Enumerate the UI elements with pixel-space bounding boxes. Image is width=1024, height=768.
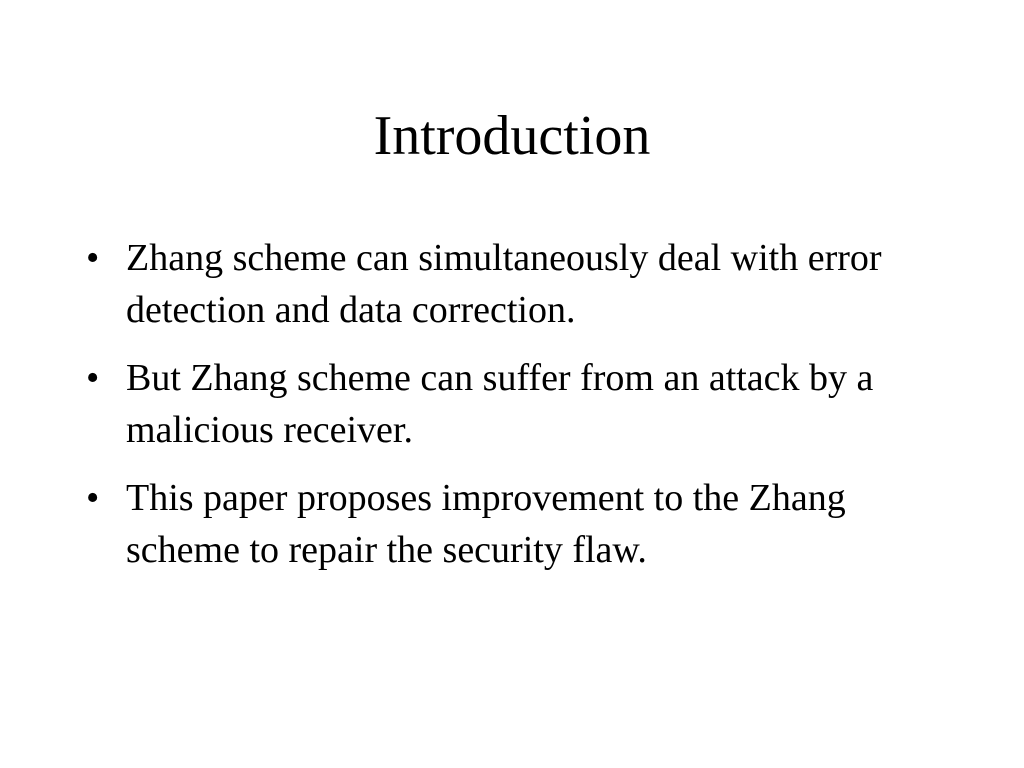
bullet-text: Zhang scheme can simultaneously deal with error detection and data correction.: [126, 237, 882, 331]
bullet-marker: •: [86, 477, 100, 519]
bullet-list: [84, 232, 964, 592]
bullet-item: [84, 232, 964, 336]
slide-title: Introduction: [373, 105, 651, 167]
bullet-item: [84, 472, 964, 576]
bullet-marker: •: [86, 357, 100, 399]
bullet-marker: •: [86, 237, 100, 279]
bullet-text: But Zhang scheme can suffer from an attack by a malicious receiver.: [126, 357, 874, 451]
bullet-text: This paper proposes improvement to the Zhang scheme to repair the security flaw.: [126, 477, 846, 571]
bullet-item: [84, 352, 964, 456]
